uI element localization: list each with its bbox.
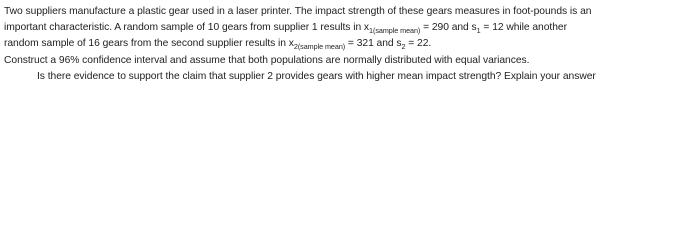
line3-text: random sample of 16 gears from the second supplier results in x [4,38,294,50]
problem-line-4: Construct a 96% confidence interval and assume that both populations are normally distributed with equal variances. [4,54,530,66]
problem-line-1: Two suppliers manufacture a plastic gear used in a laser printer. The impact strength of these gears measures in foot-pounds is an [4,6,592,17]
x1-value: = 290 and s [420,22,477,34]
s2-value: = 22. [405,38,432,50]
s1-subscript: 1 [476,25,481,35]
x1-subscript: 1(sample mean) [369,25,421,35]
x2-value: = 321 and s [345,38,402,50]
s1-value: = 12 while another [480,22,567,34]
s2-subscript: 2 [401,41,406,51]
problem-line-2 [4,20,692,36]
x2-subscript: 2(sample mean) [293,41,346,51]
line2-text: important characteristic. A random sample of 10 gears from supplier 1 results in x [4,22,370,34]
problem-statement [4,4,692,85]
problem-line-5: Is there evidence to support the claim that supplier 2 provides gears with higher mean impact strength? Explain your answer [37,70,596,82]
problem-line-3 [4,36,692,52]
